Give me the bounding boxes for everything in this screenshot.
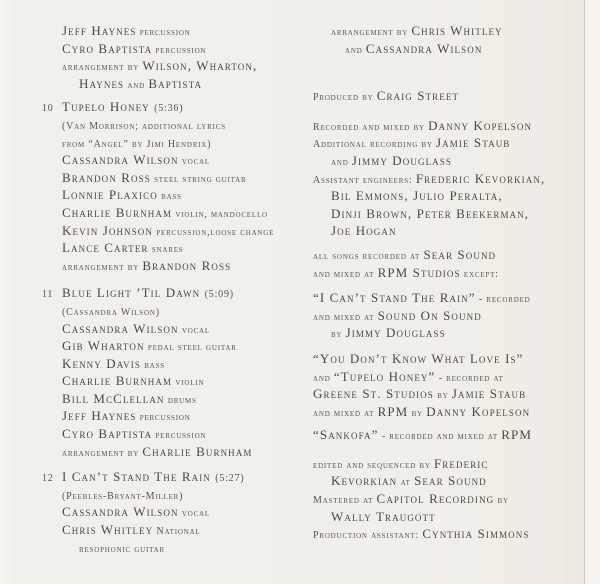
text-segment: bass: [157, 191, 182, 203]
left-column: [42, 22, 274, 556]
songwriter-line: [42, 116, 274, 134]
text-segment: Sound On Sound: [377, 307, 482, 323]
text-segment: percussion: [152, 430, 207, 442]
text-segment: by: [408, 407, 427, 419]
post-production-credits: [313, 455, 545, 543]
arrangement-line: [313, 22, 545, 40]
engineer-line-continued: [313, 222, 545, 240]
text-segment: at: [397, 477, 415, 489]
songwriter-line: [42, 302, 274, 320]
producer-line: [313, 87, 545, 105]
credit-line: [42, 169, 274, 187]
text-segment: Jimmy Douglass: [351, 152, 452, 168]
previous-track-credits-continued: [42, 22, 274, 92]
exception-line: [313, 350, 545, 368]
text-segment: RPM Studios: [377, 264, 461, 280]
track-10: [42, 98, 274, 274]
text-segment: (5:36): [154, 103, 184, 115]
post-line: [313, 490, 545, 508]
text-segment: Lance Carter: [62, 240, 149, 256]
text-segment: drums: [164, 394, 197, 406]
text-segment: by: [331, 329, 346, 341]
text-segment: (Cassandra Wilson): [62, 306, 160, 318]
studios-note: [313, 246, 545, 281]
text-segment: Baptista: [148, 75, 203, 91]
text-segment: Frederic: [433, 455, 489, 471]
credit-line: [42, 337, 274, 355]
text-segment: edited and sequenced by: [313, 459, 434, 471]
arrangement-line: [42, 257, 274, 275]
text-segment: - recorded and mixed at: [378, 431, 502, 443]
exception-line: [313, 289, 545, 307]
engineer-line-continued: [313, 187, 545, 205]
text-segment: Bill McClellan: [62, 390, 165, 406]
text-segment: Produced by: [313, 92, 377, 104]
text-segment: percussion: [152, 44, 207, 56]
producer-credit: [313, 87, 545, 105]
text-segment: (5:27): [215, 473, 245, 485]
text-segment: resophonic guitar: [79, 543, 165, 555]
text-segment: arrangement by: [62, 447, 143, 459]
engineer-line: [313, 170, 545, 188]
engineering-credits: [313, 117, 545, 240]
text-segment: National: [153, 526, 201, 538]
text-segment: - recorded: [475, 294, 531, 306]
text-segment: Jeff Haynes: [62, 23, 137, 38]
exception-line: [313, 385, 545, 403]
text-segment: Haynes: [79, 75, 125, 91]
engineer-line: [313, 117, 545, 135]
text-segment: except:: [460, 268, 499, 280]
text-segment: Sear Sound: [423, 246, 497, 262]
text-segment: RPM: [501, 427, 532, 443]
songwriter-line: [42, 486, 274, 504]
post-line: [313, 525, 545, 543]
text-segment: Jeff Haynes: [62, 408, 137, 424]
text-segment: Danny Kopelson: [426, 403, 531, 419]
text-segment: (Peebles-Bryant-Miller): [62, 490, 184, 502]
track-12: [42, 468, 274, 556]
text-segment: arrangement by: [331, 27, 412, 38]
text-segment: violin, mandocello: [172, 208, 268, 220]
text-segment: Sear Sound: [414, 473, 487, 489]
track-10-header: [42, 98, 274, 116]
studio-line: [313, 246, 545, 264]
text-segment: vocal: [178, 324, 210, 336]
text-segment: and: [331, 156, 352, 168]
exception-line-continued: [313, 324, 545, 342]
text-segment: Jamie Staub: [435, 135, 511, 151]
credit-line-continued: [42, 539, 274, 557]
text-segment: from “Angel” by Jimi Hendrix): [62, 138, 212, 150]
text-segment: Gib Wharton: [62, 338, 145, 354]
credit-line: [42, 320, 274, 338]
text-segment: Brandon Ross: [142, 257, 232, 273]
track-11: [42, 284, 274, 460]
text-segment: steel string guitar: [150, 173, 247, 185]
track-12-header: [42, 468, 274, 486]
credit-line: [42, 390, 274, 408]
text-segment: Greene St. Studios: [313, 386, 434, 402]
engineer-line: [313, 134, 545, 152]
text-segment: Cassandra Wilson: [62, 504, 179, 520]
text-segment: Dinji Brown, Peter Beekerman,: [331, 205, 530, 221]
credit-line: [42, 204, 274, 222]
text-segment: Lonnie Plaxico: [62, 187, 158, 203]
credit-line: [42, 151, 274, 169]
exception-rain: [313, 289, 545, 342]
arrangement-line-continued: [313, 40, 545, 58]
text-segment: “I Can’t Stand The Rain”: [313, 290, 476, 306]
text-segment: percussion: [136, 27, 191, 38]
text-segment: arrangement by: [62, 261, 143, 273]
text-segment: (5:09): [204, 289, 234, 301]
arrangement-line: [42, 443, 274, 461]
text-segment: and: [345, 44, 366, 56]
text-segment: percussion: [136, 412, 191, 424]
credit-line: [42, 425, 274, 443]
text-segment: and: [313, 372, 334, 384]
text-segment: - recorded at: [435, 372, 504, 384]
text-segment: Cyro Baptista: [62, 40, 153, 56]
credit-line: [42, 222, 274, 240]
exception-line: [313, 426, 545, 444]
text-segment: Kevorkian: [331, 473, 398, 489]
exception-line: [313, 307, 545, 325]
exception-sankofa: [313, 426, 545, 444]
text-segment: vocal: [178, 508, 210, 520]
text-segment: Capitol Recording: [376, 491, 495, 507]
credit-line: [42, 239, 274, 257]
arrangement-line-continued: [42, 75, 274, 93]
post-line-continued: [313, 472, 545, 490]
text-segment: Tupelo Honey: [62, 99, 155, 115]
text-segment: 10: [42, 103, 54, 115]
credit-line: [42, 22, 274, 40]
text-segment: Jamie Staub: [451, 386, 527, 402]
text-segment: violin: [172, 377, 205, 389]
text-segment: bass: [140, 359, 165, 371]
text-segment: Frederic Kevorkian,: [415, 170, 546, 186]
track-11-header: [42, 284, 274, 302]
text-segment: Blue Light ’Til Dawn: [62, 285, 205, 301]
text-segment: Danny Kopelson: [428, 117, 533, 133]
text-segment: “Sankofa”: [313, 427, 379, 443]
text-segment: by: [433, 390, 452, 402]
credit-line: [42, 40, 274, 58]
exception-line: [313, 403, 545, 421]
text-segment: “Tupelo Honey”: [333, 368, 436, 384]
text-segment: Jimmy Douglass: [345, 325, 446, 341]
text-segment: Bil Emmons, Julio Peralta,: [331, 188, 503, 204]
text-segment: Craig Street: [376, 88, 460, 104]
text-segment: Additional recording by: [313, 139, 436, 151]
text-segment: Kenny Davis: [62, 355, 141, 371]
text-segment: Chris Whitley: [411, 23, 503, 38]
text-segment: 11: [42, 289, 54, 301]
exception-line: [313, 368, 545, 386]
text-segment: Wilson, Wharton,: [142, 58, 258, 74]
arrangement-line: [42, 57, 274, 75]
credit-line: [42, 372, 274, 390]
text-segment: 12: [42, 473, 54, 485]
songwriter-line: [42, 134, 274, 152]
text-segment: pedal steel guitar: [144, 342, 237, 354]
text-segment: vocal: [178, 156, 210, 168]
text-segment: and mixed at: [313, 311, 378, 323]
credit-line: [42, 355, 274, 373]
text-segment: Brandon Ross: [62, 169, 151, 185]
text-segment: RPM: [377, 403, 409, 419]
exception-love-honey: [313, 350, 545, 420]
text-segment: Charlie Burnham: [142, 443, 253, 459]
engineer-line-continued: [313, 205, 545, 223]
credit-line: [42, 407, 274, 425]
text-segment: Cassandra Wilson: [62, 320, 179, 336]
credit-line: [42, 521, 274, 539]
text-segment: Cynthia Simmons: [422, 526, 530, 542]
text-segment: by: [494, 495, 509, 507]
credit-line: [42, 186, 274, 204]
text-segment: Mastered at: [313, 495, 377, 507]
text-segment: Chris Whitley: [62, 522, 154, 538]
track-12-arrangement: [313, 22, 545, 57]
text-segment: and mixed at: [313, 407, 378, 419]
text-segment: all songs recorded at: [313, 250, 424, 262]
text-segment: Production assistant:: [313, 530, 423, 542]
text-segment: I Can’t Stand The Rain: [62, 469, 216, 485]
text-segment: Recorded and mixed by: [313, 121, 429, 133]
text-segment: Wally Traugott: [331, 508, 436, 524]
credit-line: [42, 503, 274, 521]
text-segment: and mixed at: [313, 268, 378, 280]
text-segment: percussion,loose change: [153, 226, 275, 238]
page-edge-strip: [585, 0, 600, 584]
text-segment: Joe Hogan: [331, 223, 397, 239]
text-segment: Cyro Baptista: [62, 426, 153, 442]
text-segment: “You Don’t Know What Love Is”: [313, 350, 524, 366]
text-segment: Cassandra Wilson: [62, 152, 179, 168]
text-segment: Cassandra Wilson: [365, 40, 483, 56]
text-segment: Assistant engineers:: [313, 174, 416, 186]
text-segment: and: [124, 79, 149, 91]
post-line-continued: [313, 508, 545, 526]
text-segment: snares: [148, 244, 184, 256]
text-segment: Kevin Johnson: [62, 222, 153, 238]
text-segment: Charlie Burnham: [62, 373, 173, 389]
text-segment: (Van Morrison; additional lyrics: [62, 120, 226, 132]
post-line: [313, 455, 545, 473]
studio-line: [313, 264, 545, 282]
right-column: [313, 22, 545, 543]
engineer-line-continued: [313, 152, 545, 170]
text-segment: arrangement by: [62, 62, 143, 74]
text-segment: Charlie Burnham: [62, 204, 173, 220]
